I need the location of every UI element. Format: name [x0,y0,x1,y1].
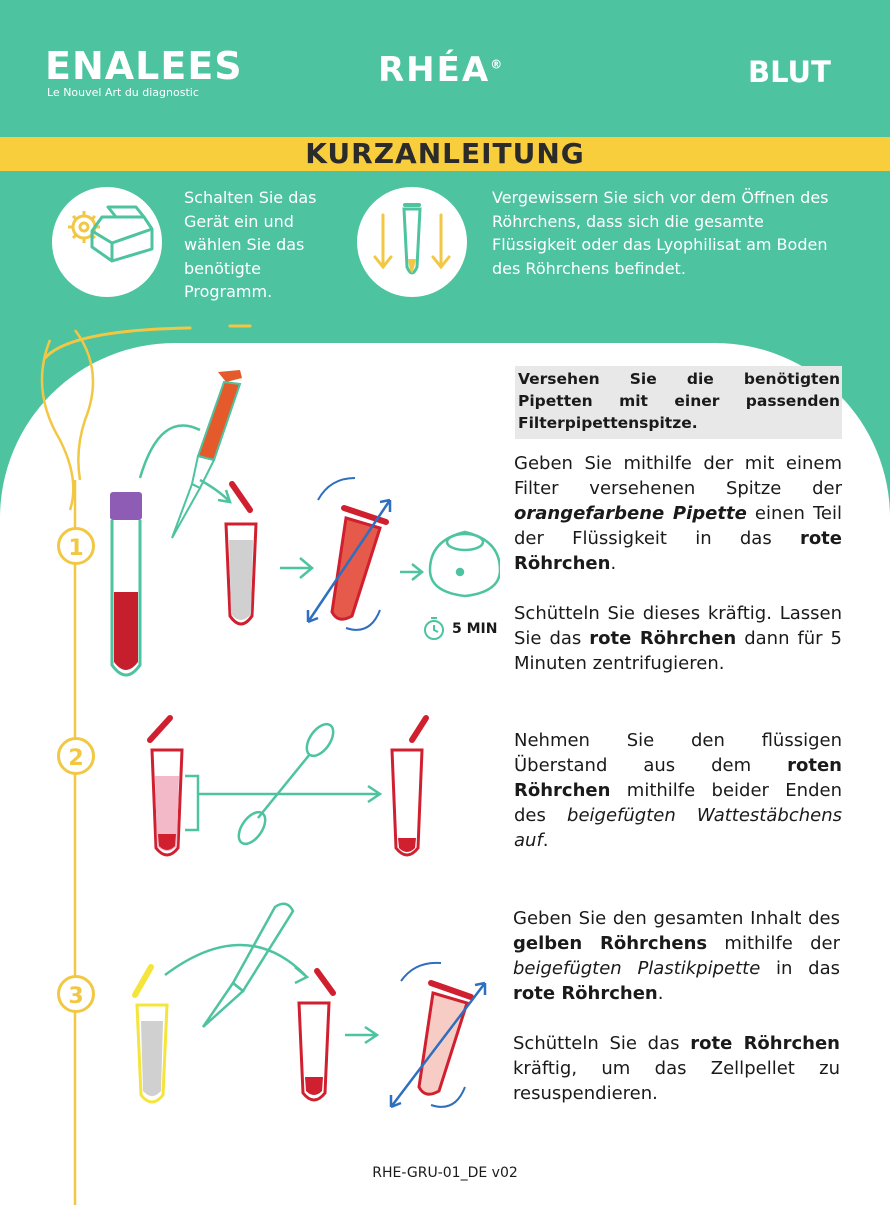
product-name: RHÉA® [378,50,505,90]
page-title: KURZANLEITUNG [305,137,585,170]
step3-text: Geben Sie den gesamten Inhalt des gelben Röhrchens mithilfe der beigefügten Plastikpipette in das rote Röhrchen. Schütteln Sie das rote Röhrchen kräftig, um das Zellpellet zu resuspendieren. [513,908,841,1104]
step-number-1: 1 [57,527,95,565]
timer-label: 5 MIN [452,621,498,637]
pipette-icon [172,370,242,538]
step-number-3: 3 [57,975,95,1013]
note-text: Versehen Sie die benötigten Pipetten mit einer passenden Filterpipettenspitze. [518,370,840,432]
red-tube-icon [299,971,333,1100]
intro-step-check-tube: Vergewissern Sie sich vor dem Öffnen des Röhrchens, dass sich die gesamte Flüssigkeit oder das Lyophilisat am Boden des Röhrchens befindet. [492,188,829,278]
shaking-tube-icon [308,478,390,630]
step1-text: Geben Sie mithilfe der mit einem Filter versehenen Spitze der orangefarbene Pipette einen Teil der Flüssigkeit in das rote Röhrchen. Schütteln Sie dieses kräftig. Lassen Sie das rote Röhrchen dann für 5 Minuten zentrifugieren. [514,453,842,674]
device-icon [52,187,162,297]
document-code: RHE-GRU-01_DE v02 [372,1165,518,1181]
plastic-pipette-icon [203,904,293,1027]
step3-illustration [125,895,505,1115]
step2-illustration [130,710,460,870]
blood-tube-icon [110,492,142,675]
enalees-logo: ENALEES [45,44,243,88]
red-tube-icon [392,718,426,855]
step-number-2: 2 [57,737,95,775]
step2-text: Nehmen Sie den flüssigen Überstand aus dem roten Röhrchen mithilfe beider Enden des beigefügten Wattestäbchens auf. [514,730,842,851]
shaking-tube-icon [391,963,485,1107]
yellow-tube-icon [135,967,167,1102]
red-tube-icon [226,484,256,624]
title-banner [0,137,890,171]
timer-icon [425,618,443,639]
sample-type: BLUT [748,55,831,89]
swab-icon [233,720,338,849]
intro-step-power: Schalten Sie das Gerät ein und wählen Sie das benötigte Programm. [184,188,317,301]
step1-illustration [100,360,500,690]
red-tube-icon [150,718,182,855]
tube-icon [357,187,467,297]
logo-tagline: Le Nouvel Art du diagnostic [47,86,199,99]
centrifuge-icon [430,532,500,596]
